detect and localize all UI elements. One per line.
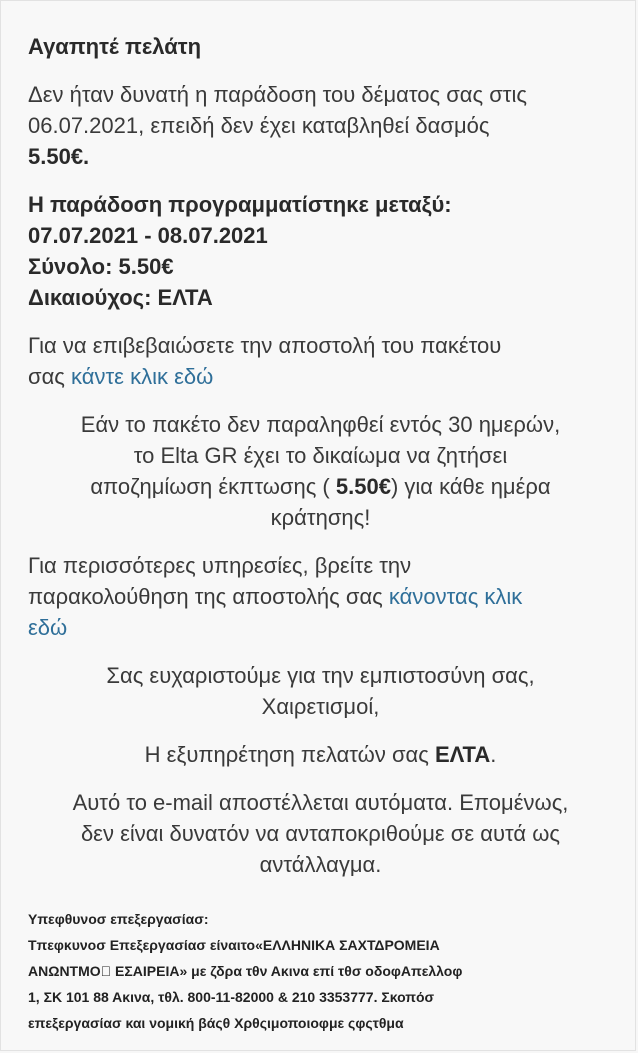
tracking-prefix: παρακολούθηση της αποστολής σας (28, 584, 389, 609)
footer-line-3: ΑΝΩΝΤΜΟ⃞ ΕΣΑΙΡΕΙΑ» με ζδρα τθν Ακινα επί τθσ οδοφΑπελλοφ (28, 963, 463, 979)
warning-line-4: κράτησης! (270, 505, 371, 530)
footer-line-1: Υπεφθυνοσ επεξεργασίασ: (28, 911, 209, 927)
confirm-line-2 (28, 361, 613, 392)
auto-line-1: Αυτό το e-mail αποστέλλεται αυτόματα. Επομένως, (72, 790, 569, 815)
signature-line (28, 739, 613, 770)
tracking-link-continued[interactable]: εδώ (28, 615, 68, 640)
warning-amount: 5.50€ (335, 474, 391, 499)
tracking-line-2 (28, 581, 613, 612)
warning-line-1: Εάν το πακέτο δεν παραληφθεί εντός 30 ημερών, (80, 412, 561, 437)
schedule-total: Σύνολο: 5.50€ (28, 254, 174, 279)
thanks-line-2: Χαιρετισμοί, (261, 694, 380, 719)
confirm-prefix: σας (28, 364, 72, 389)
auto-paragraph (28, 787, 613, 880)
warning-suffix: ) για κάθε ημέρα (390, 474, 551, 499)
warning-line-2: το Elta GR έχει το δικαίωμα να ζητήσει (133, 443, 508, 468)
thanks-line-1: Σας ευχαριστούμε για την εμπιστοσύνη σας, (106, 663, 535, 688)
warning-line-3 (28, 471, 613, 502)
tracking-link[interactable]: κάνοντας κλικ (388, 584, 523, 609)
signature-name: ΕΛΤΑ (435, 742, 491, 767)
tracking-paragraph (28, 550, 613, 643)
footer-line-4: 1, ΣΚ 101 88 Ακινα, τθλ. 800-11-82000 & 210 3353777. Σκοπόσ (28, 989, 435, 1005)
intro-paragraph (28, 79, 613, 172)
legal-footer (28, 906, 613, 1036)
schedule-block (28, 189, 613, 313)
auto-line-2: δεν είναι δυνατόν να ανταποκριθούμε σε αυτά ως (80, 821, 561, 846)
confirm-paragraph (28, 330, 613, 392)
warning-paragraph (28, 409, 613, 533)
signature-suffix: . (490, 742, 497, 767)
greeting: Αγαπητέ πελάτη (28, 34, 202, 59)
footer-line-5: επεξεργασίασ και νομική βάςθ Χρθςιμοποιοφμε ςφςτθμα (28, 1015, 404, 1031)
confirm-link[interactable]: κάντε κλικ εδώ (71, 364, 214, 389)
schedule-dates: 07.07.2021 - 08.07.2021 (28, 223, 268, 248)
auto-line-3: αντάλλαγμα. (259, 852, 382, 877)
schedule-title: Η παράδοση προγραμματίστηκε μεταξύ: (28, 192, 452, 217)
schedule-beneficiary: Δικαιούχος: ΕΛΤΑ (28, 285, 213, 310)
tracking-line-3 (28, 612, 613, 643)
intro-line-2: 06.07.2021, επειδή δεν έχει καταβληθεί δασμός (28, 113, 490, 138)
intro-line-1: Δεν ήταν δυνατή η παράδοση του δέματος σας στις (28, 82, 527, 107)
warning-prefix: αποζημίωση έκπτωσης ( (90, 474, 336, 499)
signature-prefix: Η εξυπηρέτηση πελατών σας (144, 742, 435, 767)
signature-paragraph (28, 739, 613, 770)
intro-amount: 5.50€. (28, 144, 90, 169)
thanks-paragraph (28, 660, 613, 722)
tracking-line-1: Για περισσότερες υπηρεσίες, βρείτε την (28, 553, 412, 578)
confirm-line-1: Για να επιβεβαιώσετε την αποστολή του πακέτου (28, 333, 502, 358)
footer-line-2: Τπεφκυνοσ Επεξεργασίασ είναιτο«ΕΛΛΗΝΙΚΑ ΣΑΧΤΔΡΟΜΕΙΑ (28, 937, 440, 953)
